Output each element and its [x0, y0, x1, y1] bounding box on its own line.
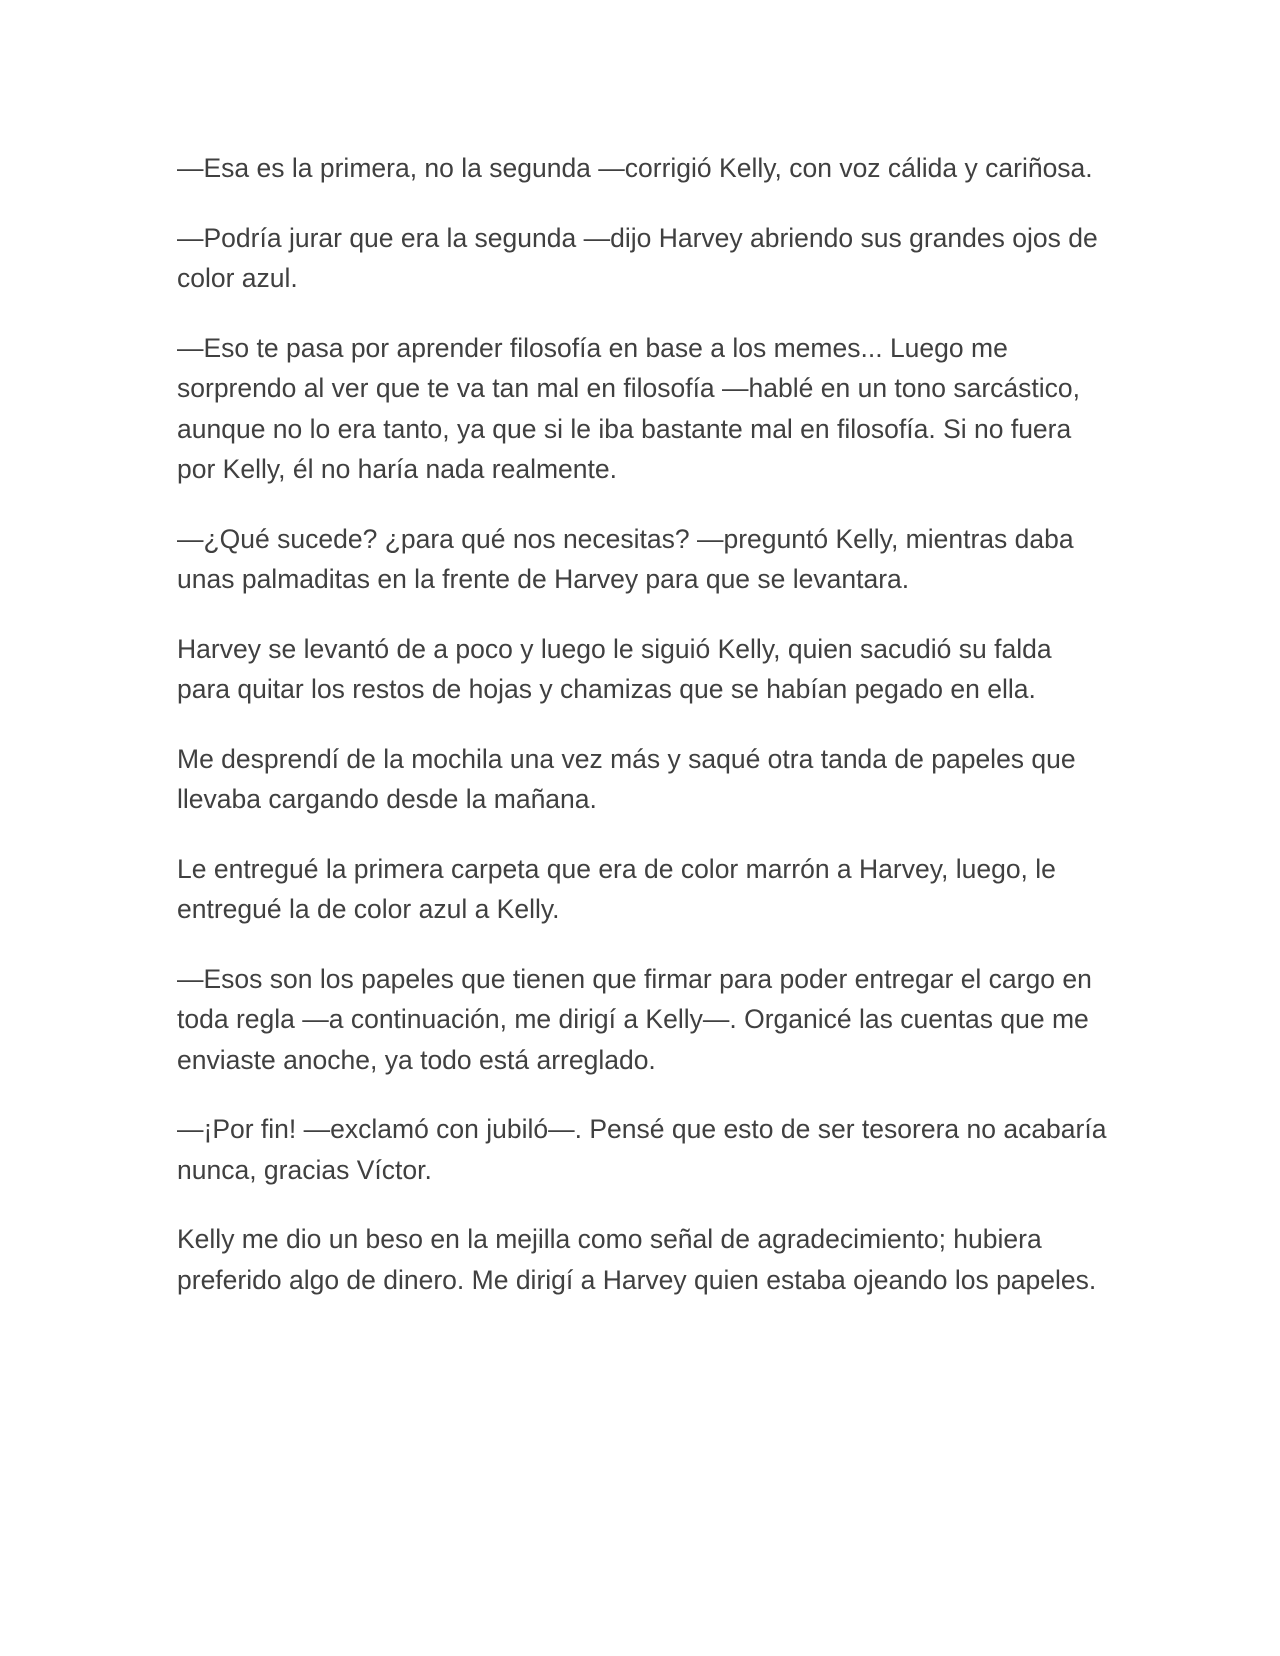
paragraph-2: —Podría jurar que era la segunda —dijo Harvey abriendo sus grandes ojos de color azul.: [177, 222, 1098, 293]
paragraph-4: —¿Qué sucede? ¿para qué nos necesitas? —preguntó Kelly, mientras daba unas palmaditas en la frente de Harvey para que se levantara.: [177, 523, 1074, 594]
paragraph-9: —¡Por fin! —exclamó con jubiló—. Pensé que esto de ser tesorera no acabaría nunca, gracias Víctor.: [177, 1114, 1107, 1185]
paragraph-7: Le entregué la primera carpeta que era de color marrón a Harvey, luego, le entregué la de color azul a Kelly.: [177, 853, 1056, 924]
paragraph-3: —Eso te pasa por aprender filosofía en base a los memes... Luego me sorprendo al ver que te va tan mal en filosofía —hablé en un tono sarcástico, aunque no lo era tanto, ya que si le iba bastante mal en filosofía. Si no fuera por Kelly, él no haría nada realmente.: [177, 332, 1081, 484]
paragraph-8: —Esos son los papeles que tienen que firmar para poder entregar el cargo en toda regla —a continuación, me dirigí a Kelly—. Organicé las cuentas que me enviaste anoche, ya todo está arreglado.: [177, 963, 1092, 1075]
paragraph-6: Me desprendí de la mochila una vez más y saqué otra tanda de papeles que llevaba cargando desde la mañana.: [177, 743, 1076, 814]
paragraph-10: Kelly me dio un beso en la mejilla como señal de agradecimiento; hubiera preferido algo de dinero. Me dirigí a Harvey quien estaba ojeando los papeles.: [177, 1224, 1097, 1295]
paragraph-1: —Esa es la primera, no la segunda —corrigió Kelly, con voz cálida y cariñosa.: [177, 153, 1093, 183]
document-body: [177, 148, 1107, 1329]
paragraph-5: Harvey se levantó de a poco y luego le siguió Kelly, quien sacudió su falda para quitar los restos de hojas y chamizas que se habían pegado en ella.: [177, 633, 1052, 704]
